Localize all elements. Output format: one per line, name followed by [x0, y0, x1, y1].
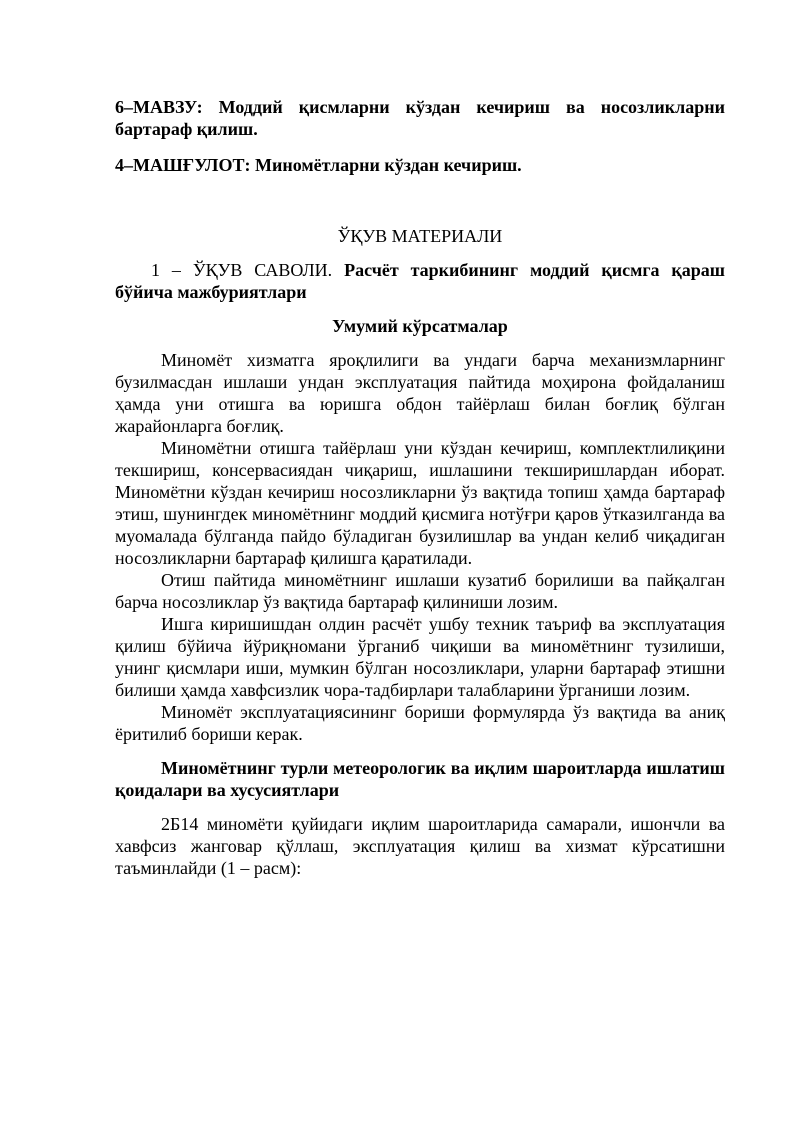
paragraph: Миномёт эксплуатациясининг бориши формулярда ўз вақтида ва аниқ ёритилиб бориши керак.	[115, 702, 725, 744]
question-label: 1 – ЎҚУВ САВОЛИ.	[151, 260, 333, 280]
general-instructions-heading: Умумий кўрсатмалар	[332, 316, 508, 336]
study-material-heading: ЎҚУВ МАТЕРИАЛИ	[337, 226, 503, 246]
question-text: Расчёт таркибининг моддий қисмга қараш бўйича мажбуриятлари	[115, 260, 725, 302]
document-page	[115, 96, 725, 879]
paragraph: Миномётни отишга тайёрлаш уни кўздан кечириш, комплектлилиқини текшириш, консервасиядан чиқариш, ишлашини текширишлардан иборат. Миномётни кўздан кечириш носозликларни ўз вақтида топиш ҳамда бартараф этиш, шунингдек миномётнинг моддий қисмига нотўғри қаров ўтказилганда ва муомалада бўлганда пайдо бўладиган бузилишлар ва ундан келиб чиқадиган носозликларни бартараф қилишга қаратилади.	[115, 438, 725, 568]
lesson-title: 4–МАШҒУЛОТ: Миномётларни кўздан кечириш.	[115, 155, 522, 175]
paragraph: Отиш пайтида миномётнинг ишлаши кузатиб борилиши ва пайқалган барча носозликлар ўз вақтида бартараф қилиниши лозим.	[115, 570, 725, 612]
study-question-heading	[115, 259, 725, 303]
section-heading: Миномётнинг турли метеорологик ва иқлим шароитларда ишлатиш қоидалари ва хусусиятлари	[115, 758, 725, 800]
topic-title: 6–МАВЗУ: Моддий қисмларни кўздан кечириш ва носозликларни бартараф қилиш.	[115, 97, 725, 139]
paragraph: Ишга киришишдан олдин расчёт ушбу техник таъриф ва эксплуатация қилиш бўйича йўриқномани ўрганиб чиқиши ва миномётнинг тузилиши, унинг қисмлари иши, мумкин бўлган носозликлари, уларни бартараф этишни билиши ҳамда хавфсизлик чора-тадбирлари талабларини ўрганиши лозим.	[115, 614, 725, 700]
final-paragraph: 2Б14 миномёти қуйидаги иқлим шароитларида самарали, ишончли ва хавфсиз жанговар қўллаш, эксплуатация қилиш ва хизмат кўрсатишни таъминлайди (1 – расм):	[115, 814, 725, 878]
paragraph: Миномёт хизматга яроқлилиги ва ундаги барча механизмларнинг бузилмасдан ишлаши ундан эксплуатация пайтида моҳирона фойдаланиш ҳамда уни отишга ва юришга обдон тайёрлаш билан боғлиқ бўлган жарайонларга боғлиқ.	[115, 350, 725, 436]
